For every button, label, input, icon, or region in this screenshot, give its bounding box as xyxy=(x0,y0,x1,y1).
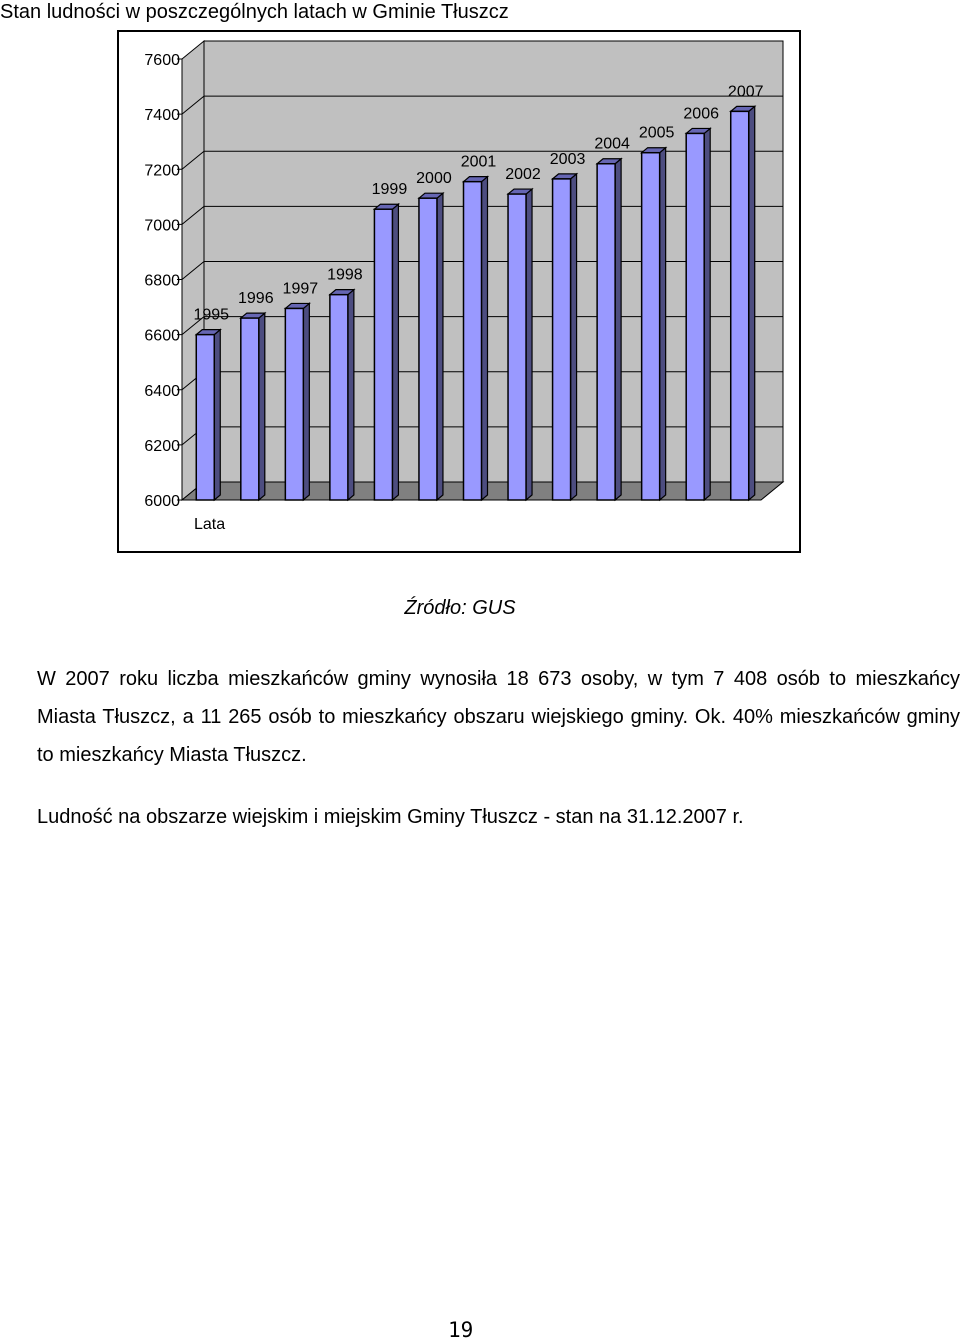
bar-side xyxy=(571,174,577,500)
bar xyxy=(642,153,660,500)
x-axis-label: Lata xyxy=(194,516,226,533)
bar-category-label: 1998 xyxy=(327,266,363,284)
bar-side xyxy=(526,189,532,500)
bar-category-label: 2007 xyxy=(727,83,764,101)
bar xyxy=(731,111,749,500)
bar-side xyxy=(704,128,710,500)
bar-category-label: 2003 xyxy=(549,150,586,168)
bar xyxy=(686,133,704,500)
y-tick-label: 7400 xyxy=(144,107,180,125)
bar-side xyxy=(660,148,666,500)
rural-urban-heading: Ludność na obszarze wiejskim i miejskim Gminy Tłuszcz - stan na 31.12.2007 r. xyxy=(37,806,744,828)
bar-category-label: 2000 xyxy=(416,170,452,188)
y-tick-label: 6200 xyxy=(144,437,180,455)
y-tick-label: 6800 xyxy=(144,272,180,290)
bar-category-label: 1997 xyxy=(282,280,319,298)
bar-side xyxy=(259,313,265,500)
bar xyxy=(464,182,482,500)
bar-category-label: 2001 xyxy=(460,153,497,171)
bar-side xyxy=(615,159,621,500)
bar-category-label: 2002 xyxy=(505,166,541,184)
bar-category-label: 1999 xyxy=(371,181,408,199)
bar xyxy=(597,164,615,500)
bar xyxy=(553,179,571,500)
bar-side xyxy=(348,290,354,500)
y-tick-label: 6000 xyxy=(144,493,180,510)
bar xyxy=(196,335,214,500)
bar-side xyxy=(482,177,488,500)
bar xyxy=(330,295,348,500)
population-bar-chart xyxy=(0,0,960,600)
bar xyxy=(374,209,392,500)
bar-side xyxy=(749,106,755,500)
bar xyxy=(241,318,259,500)
bar-side xyxy=(303,303,309,500)
y-tick-label: 7600 xyxy=(144,52,180,69)
y-tick-label: 6600 xyxy=(144,327,180,345)
bar-category-label: 2005 xyxy=(638,124,675,142)
bar-side xyxy=(214,330,220,500)
page-number: 19 xyxy=(448,1318,474,1342)
bar xyxy=(508,194,526,500)
bar xyxy=(285,308,303,500)
bar-category-label: 2004 xyxy=(594,135,630,153)
chart-heading: Stan ludności w poszczególnych latach w Gminie Tłuszcz xyxy=(0,1,509,23)
source-note: Źródło: GUS xyxy=(404,597,516,619)
y-tick-label: 6400 xyxy=(144,382,180,400)
bar-category-label: 2006 xyxy=(683,105,719,123)
bar-side xyxy=(437,193,443,500)
bar-category-label: 1996 xyxy=(238,290,274,308)
y-tick-label: 7000 xyxy=(144,217,180,235)
population-summary-paragraph: W 2007 roku liczba mieszkańców gminy wynosiła 18 673 osoby, w tym 7 408 osób to mieszkańcy Miasta Tłuszcz, a 11 265 osób to mieszkańcy obszaru wiejskiego gminy. Ok. 40% mieszkańców gminy to mieszkańcy Miasta Tłuszcz. xyxy=(37,668,960,766)
bar xyxy=(419,198,437,500)
y-tick-label: 7200 xyxy=(144,162,180,180)
bar-side xyxy=(392,204,398,500)
bar-category-label: 1995 xyxy=(193,306,230,324)
